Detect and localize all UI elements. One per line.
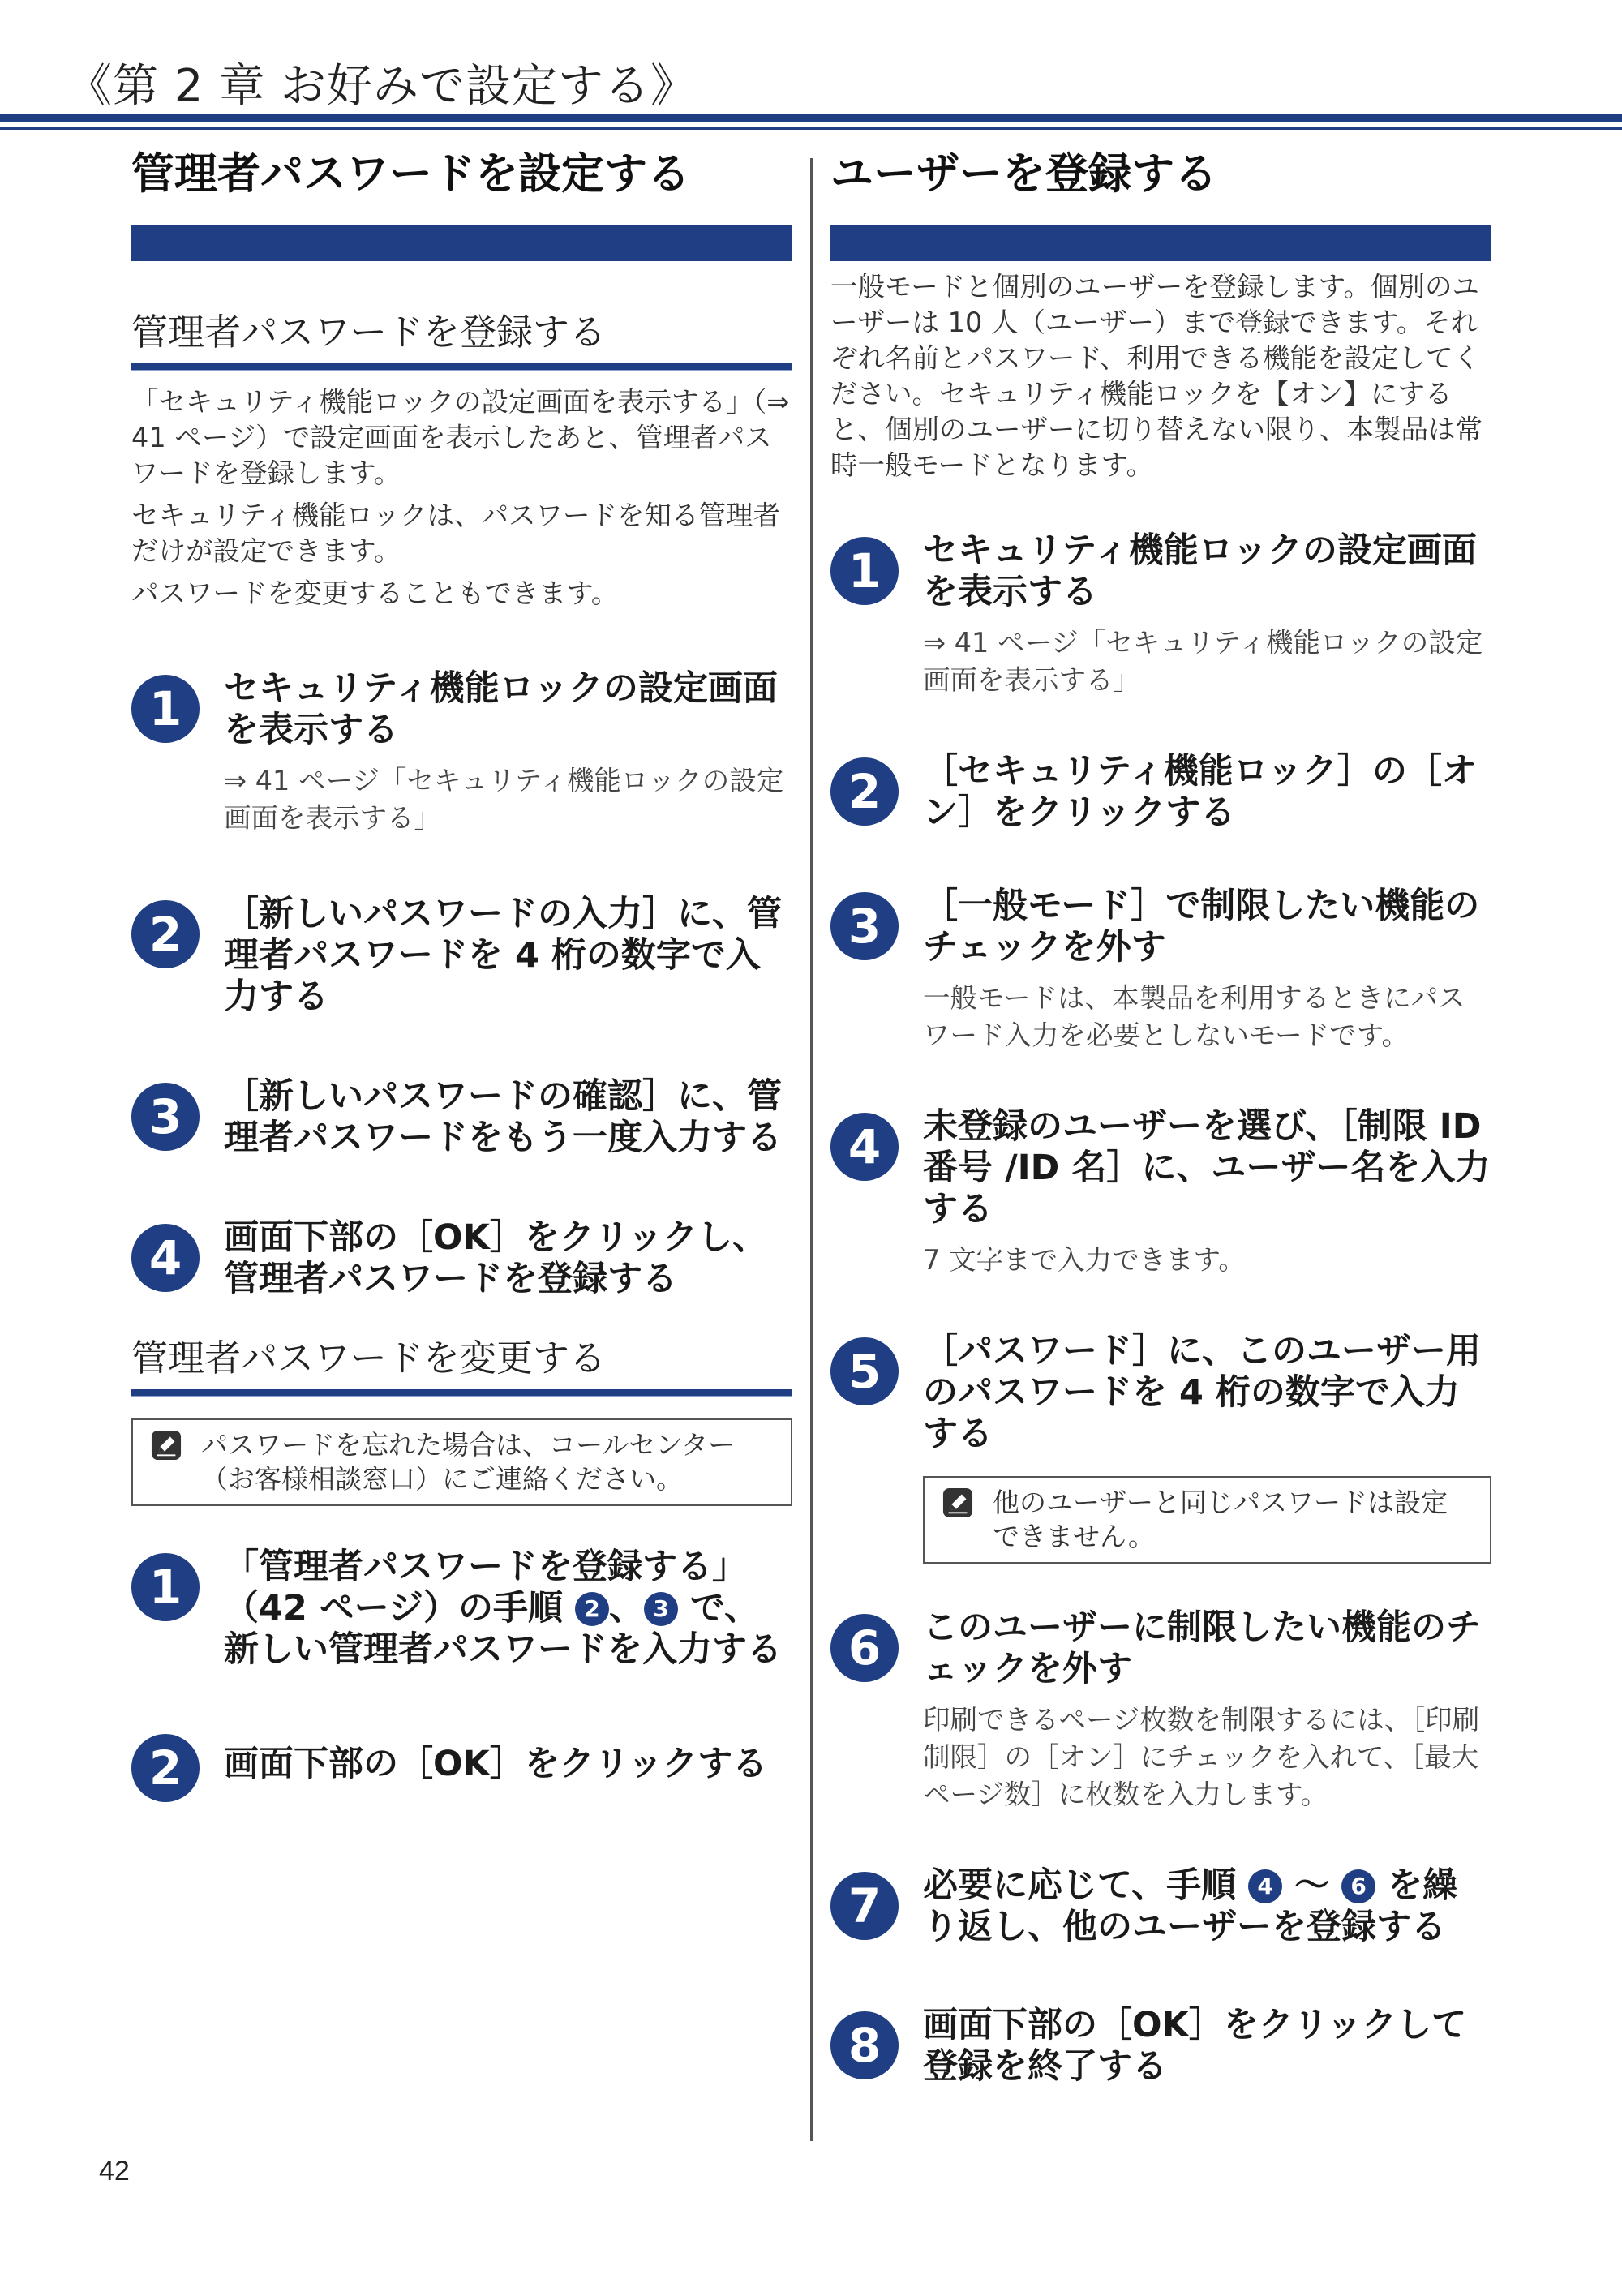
step-title-text: 必要に応じて、手順 bbox=[923, 1865, 1237, 1906]
subsection-title: 管理者パスワードを変更する bbox=[131, 1337, 607, 1380]
step bbox=[131, 668, 792, 837]
step-title-text: を繰り返し、他のユーザーを登録する bbox=[923, 1865, 1458, 1947]
step-title-text: で、新しい管理者パスワードを入力する bbox=[224, 1588, 782, 1670]
step-number-badge: 1 bbox=[131, 1553, 200, 1621]
step-description: 7 文字まで入力できます。 bbox=[923, 1244, 1246, 1276]
step bbox=[131, 1547, 792, 1671]
step-title: ［セキュリティ機能ロック］の［オン］をクリックする bbox=[923, 751, 1477, 833]
separator: 、 bbox=[608, 1588, 644, 1629]
step bbox=[830, 1865, 1491, 1948]
subsection bbox=[131, 310, 792, 371]
step-title: セキュリティ機能ロックの設定画面を表示する bbox=[224, 668, 778, 750]
step-title: ［新しいパスワードの入力］に、管理者パスワードを 4 桁の数字で入力する bbox=[224, 894, 782, 1017]
chapter-header: 《第 2 章 お好みで設定する》 bbox=[67, 60, 697, 113]
step-number-badge: 6 bbox=[830, 1614, 899, 1682]
step-title: 未登録のユーザーを選び、［制限 ID 番号 /ID 名］に、ユーザー名を入力する bbox=[923, 1106, 1491, 1230]
step-title bbox=[224, 1547, 792, 1671]
step bbox=[830, 530, 1491, 699]
paragraph: 「セキュリティ機能ロックの設定画面を表示する」（⇒ 41 ページ）で設定画面を表示したあと、管理者パスワードを登録します。 bbox=[131, 386, 790, 489]
step-title-text: 「管理者パスワードを登録する」（42 ページ）の手順 bbox=[224, 1547, 747, 1629]
step-description: 印刷できるページ枚数を制限するには、［印刷制限］の［オン］にチェックを入れて、［最大ページ数］に枚数を入力します。 bbox=[923, 1704, 1480, 1810]
step-number-badge: 8 bbox=[830, 2011, 899, 2079]
memo-icon bbox=[942, 1487, 973, 1518]
step-number-badge: 5 bbox=[830, 1337, 899, 1405]
step-number-badge: 2 bbox=[830, 757, 899, 826]
step-number-badge: 4 bbox=[131, 1224, 200, 1292]
header-rule-thin bbox=[0, 127, 1622, 130]
subsection-title: 管理者パスワードを登録する bbox=[131, 311, 607, 354]
section-bar bbox=[131, 225, 792, 261]
section-bar bbox=[830, 225, 1491, 261]
step-number-badge: 2 bbox=[131, 1734, 200, 1802]
step-title: セキュリティ機能ロックの設定画面を表示する bbox=[923, 530, 1477, 612]
step bbox=[830, 1106, 1491, 1279]
step-reference-badge: 6 bbox=[1341, 1869, 1375, 1903]
step bbox=[830, 1607, 1491, 1813]
step-reference-badge: 2 bbox=[575, 1592, 609, 1626]
separator: 〜 bbox=[1282, 1865, 1342, 1906]
step bbox=[131, 894, 792, 1018]
subsection-rule bbox=[131, 363, 792, 371]
step bbox=[830, 751, 1491, 834]
step-number-badge: 1 bbox=[830, 537, 899, 605]
step-title: ［パスワード］に、このユーザー用のパスワードを 4 桁の数字で入力する bbox=[923, 1331, 1481, 1454]
subsection-rule bbox=[131, 1389, 792, 1397]
step bbox=[131, 1727, 792, 1796]
step-description: 一般モードは、本製品を利用するときにパスワード入力を必要としないモードです。 bbox=[923, 982, 1465, 1051]
note-box bbox=[131, 1418, 792, 1506]
step bbox=[131, 1076, 792, 1159]
step-reference-badge: 3 bbox=[644, 1592, 678, 1626]
subsection bbox=[131, 1336, 792, 1397]
note-text: パスワードを忘れた場合は、コールセンター（お客様相談窓口）にご連絡ください。 bbox=[201, 1429, 736, 1495]
step-description: ⇒ 41 ページ「セキュリティ機能ロックの設定画面を表示する」 bbox=[224, 765, 784, 834]
note-box bbox=[923, 1476, 1491, 1564]
right-column bbox=[830, 146, 1491, 2088]
intro-text: 一般モードと個別のユーザーを登録します。個別のユーザーは 10 人（ユーザー）まで登録できます。それぞれ名前とパスワード、利用できる機能を設定してください。セキュリティ機能ロックを【オン】にすると、個別のユーザーに切り替えない限り、本製品は常時一般モードとなります。 bbox=[830, 271, 1483, 481]
step-title bbox=[923, 1865, 1491, 1948]
step-title: ［一般モード］で制限したい機能のチェックを外す bbox=[923, 886, 1480, 968]
section-title: ユーザーを登録する bbox=[830, 149, 1217, 199]
intro-text bbox=[131, 384, 792, 612]
paragraph: セキュリティ機能ロックは、パスワードを知る管理者だけが設定できます。 bbox=[131, 500, 780, 567]
page-number: 42 bbox=[99, 2156, 130, 2187]
step bbox=[131, 1217, 792, 1300]
step-number-badge: 3 bbox=[131, 1083, 200, 1151]
step-number-badge: 4 bbox=[830, 1113, 899, 1181]
step-title: 画面下部の［OK］をクリックし、管理者パスワードを登録する bbox=[224, 1217, 768, 1299]
step-number-badge: 1 bbox=[131, 675, 200, 743]
memo-icon bbox=[151, 1430, 182, 1461]
step-title: ［新しいパスワードの確認］に、管理者パスワードをもう一度入力する bbox=[224, 1076, 782, 1158]
step bbox=[830, 886, 1491, 1054]
step bbox=[830, 1331, 1491, 1564]
section-title: 管理者パスワードを設定する bbox=[131, 149, 690, 199]
column-divider bbox=[810, 158, 813, 2141]
step-description: ⇒ 41 ページ「セキュリティ機能ロックの設定画面を表示する」 bbox=[923, 627, 1483, 696]
step-number-badge: 7 bbox=[830, 1872, 899, 1940]
step-title: 画面下部の［OK］をクリックして登録を終了する bbox=[923, 2005, 1467, 2087]
step-number-badge: 2 bbox=[131, 900, 200, 968]
step-number-badge: 3 bbox=[830, 892, 899, 960]
step-title: このユーザーに制限したい機能のチェックを外す bbox=[923, 1607, 1481, 1689]
step bbox=[830, 2005, 1491, 2088]
header-rule bbox=[0, 114, 1622, 122]
step-reference-badge: 4 bbox=[1248, 1869, 1282, 1903]
note-text: 他のユーザーと同じパスワードは設定できません。 bbox=[993, 1487, 1448, 1552]
left-column bbox=[131, 146, 792, 1796]
step-title: 画面下部の［OK］をクリックする bbox=[224, 1744, 768, 1784]
paragraph: パスワードを変更することもできます。 bbox=[131, 577, 619, 609]
